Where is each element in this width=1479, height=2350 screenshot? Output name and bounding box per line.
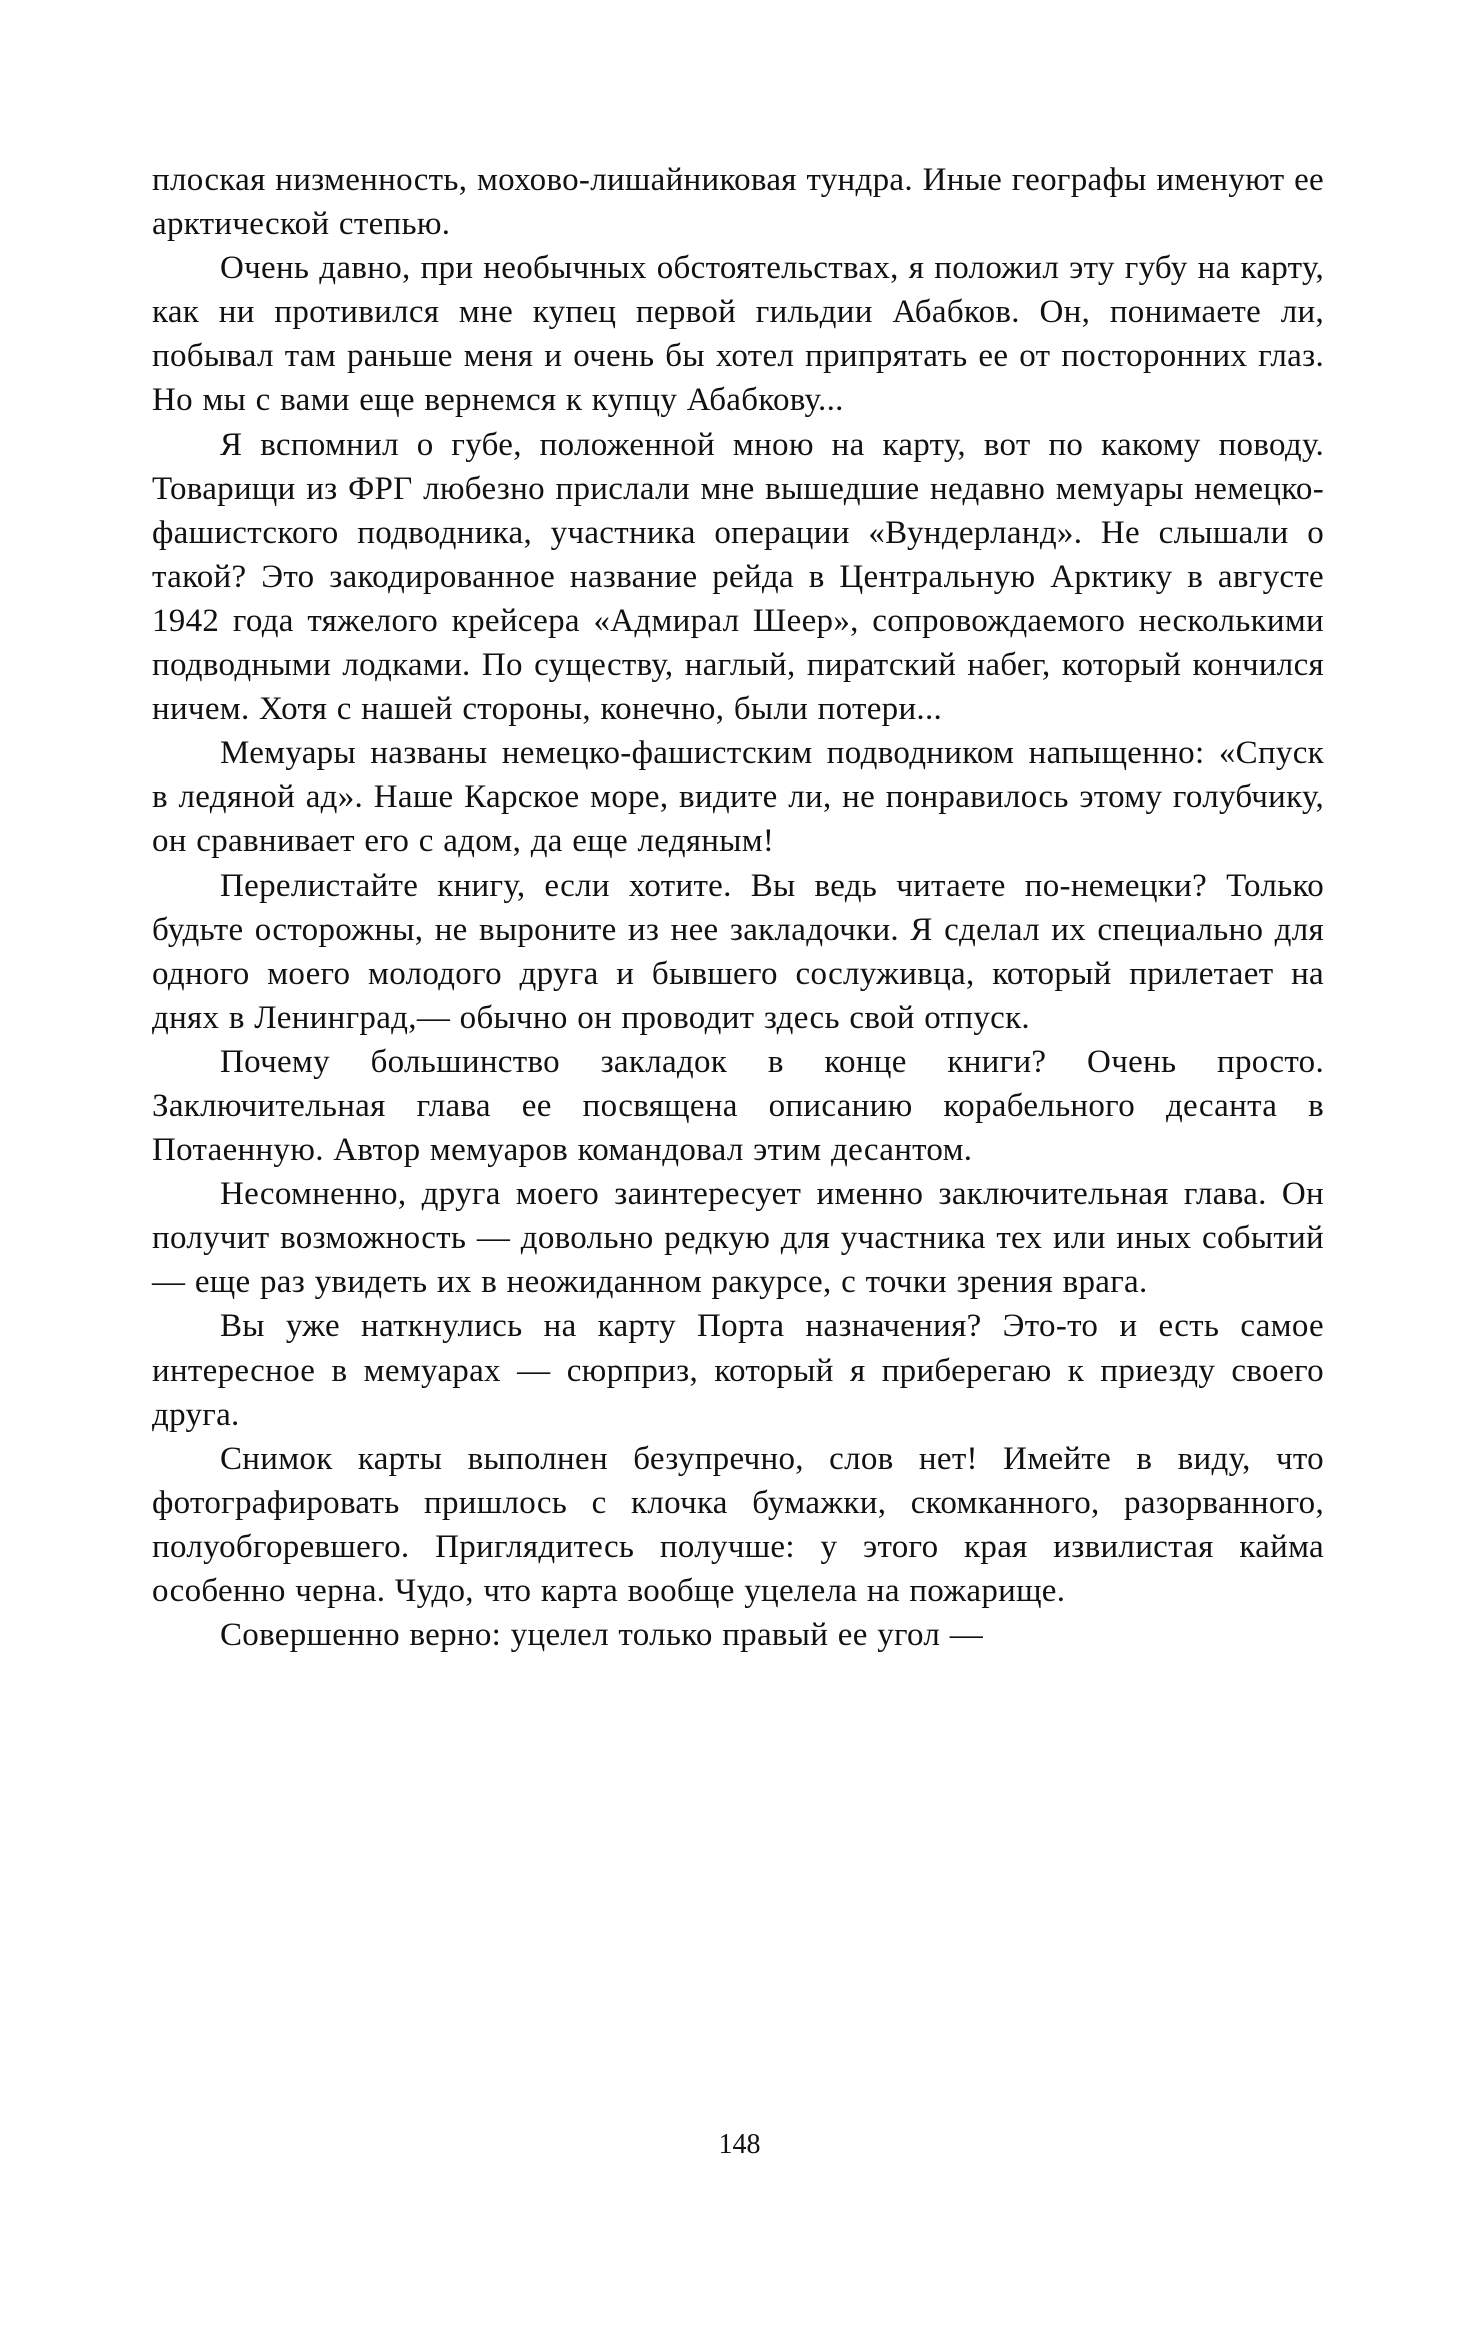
paragraph-5: Перелистайте книгу, если хотите. Вы ведь читаете по-немецки? Только будьте осторожны, не выроните из нее закладочки. Я сделал их специально для одного моего молодого друга и бывшего сослуживца, который прилетает на днях в Ленинград,— обычно он проводит здесь свой отпуск. xyxy=(152,867,1324,1036)
paragraph-7: Несомненно, друга моего заинтересует именно заключительная глава. Он получит возможность — довольно редкую для участника тех или иных событий — еще раз увидеть их в неожиданном ракурсе, с точки зрения врага. xyxy=(152,1176,1324,1301)
paragraph-8: Вы уже наткнулись на карту Порта назначения? Это-то и есть самое интересное в мемуарах — сюрприз, который я приберегаю к приезду своего друга. xyxy=(152,1308,1324,1433)
paragraph-1: плоская низменность, мохово-лишайниковая тундра. Иные географы именуют ее арктической степью. xyxy=(152,162,1324,243)
paragraph-6: Почему большинство закладок в конце книги? Очень просто. Заключительная глава ее посвящена описанию корабельного десанта в Потаенную. Автор мемуаров командовал этим десантом. xyxy=(152,1043,1324,1169)
paragraph-2: Очень давно, при необычных обстоятельствах, я положил эту губу на карту, как ни противился мне купец первой гильдии Абабков. Он, понимаете ли, побывал там раньше меня и очень бы хотел припрятать ее от посторонних глаз. Но мы с вами еще вернемся к купцу Абабкову... xyxy=(152,250,1324,419)
body-text xyxy=(152,158,1324,1657)
page-number: 148 xyxy=(718,2129,761,2160)
paragraph-3: Я вспомнил о губе, положенной мною на карту, вот по какому поводу. Товарищи из ФРГ любезно прислали мне вышедшие недавно мемуары немецко-фашистского подводника, участника операции «Вундерланд». Не слышали о такой? Это закодированное название рейда в Центральную Арктику в августе 1942 года тяжелого крейсера «Адмирал Шеер», сопровождаемого несколькими подводными лодками. По существу, наглый, пиратский набег, который кончился ничем. Хотя с нашей стороны, конечно, были потери... xyxy=(152,426,1324,728)
paragraph-10: Совершенно верно: уцелел только правый ее угол — xyxy=(220,1617,984,1654)
paragraph-4: Мемуары названы немецко-фашистским подводником напыщенно: «Спуск в ледяной ад». Наше Карское море, видите ли, не понравилось этому голубчику, он сравнивает его с адом, да еще ледяным! xyxy=(152,735,1324,860)
paragraph-9: Снимок карты выполнен безупречно, слов нет! Имейте в виду, что фотографировать пришлось с клочка бумажки, скомканного, разорванного, полуобгоревшего. Приглядитесь получше: у этого края извилистая кайма особенно черна. Чудо, что карта вообще уцелела на пожарище. xyxy=(152,1440,1324,1609)
